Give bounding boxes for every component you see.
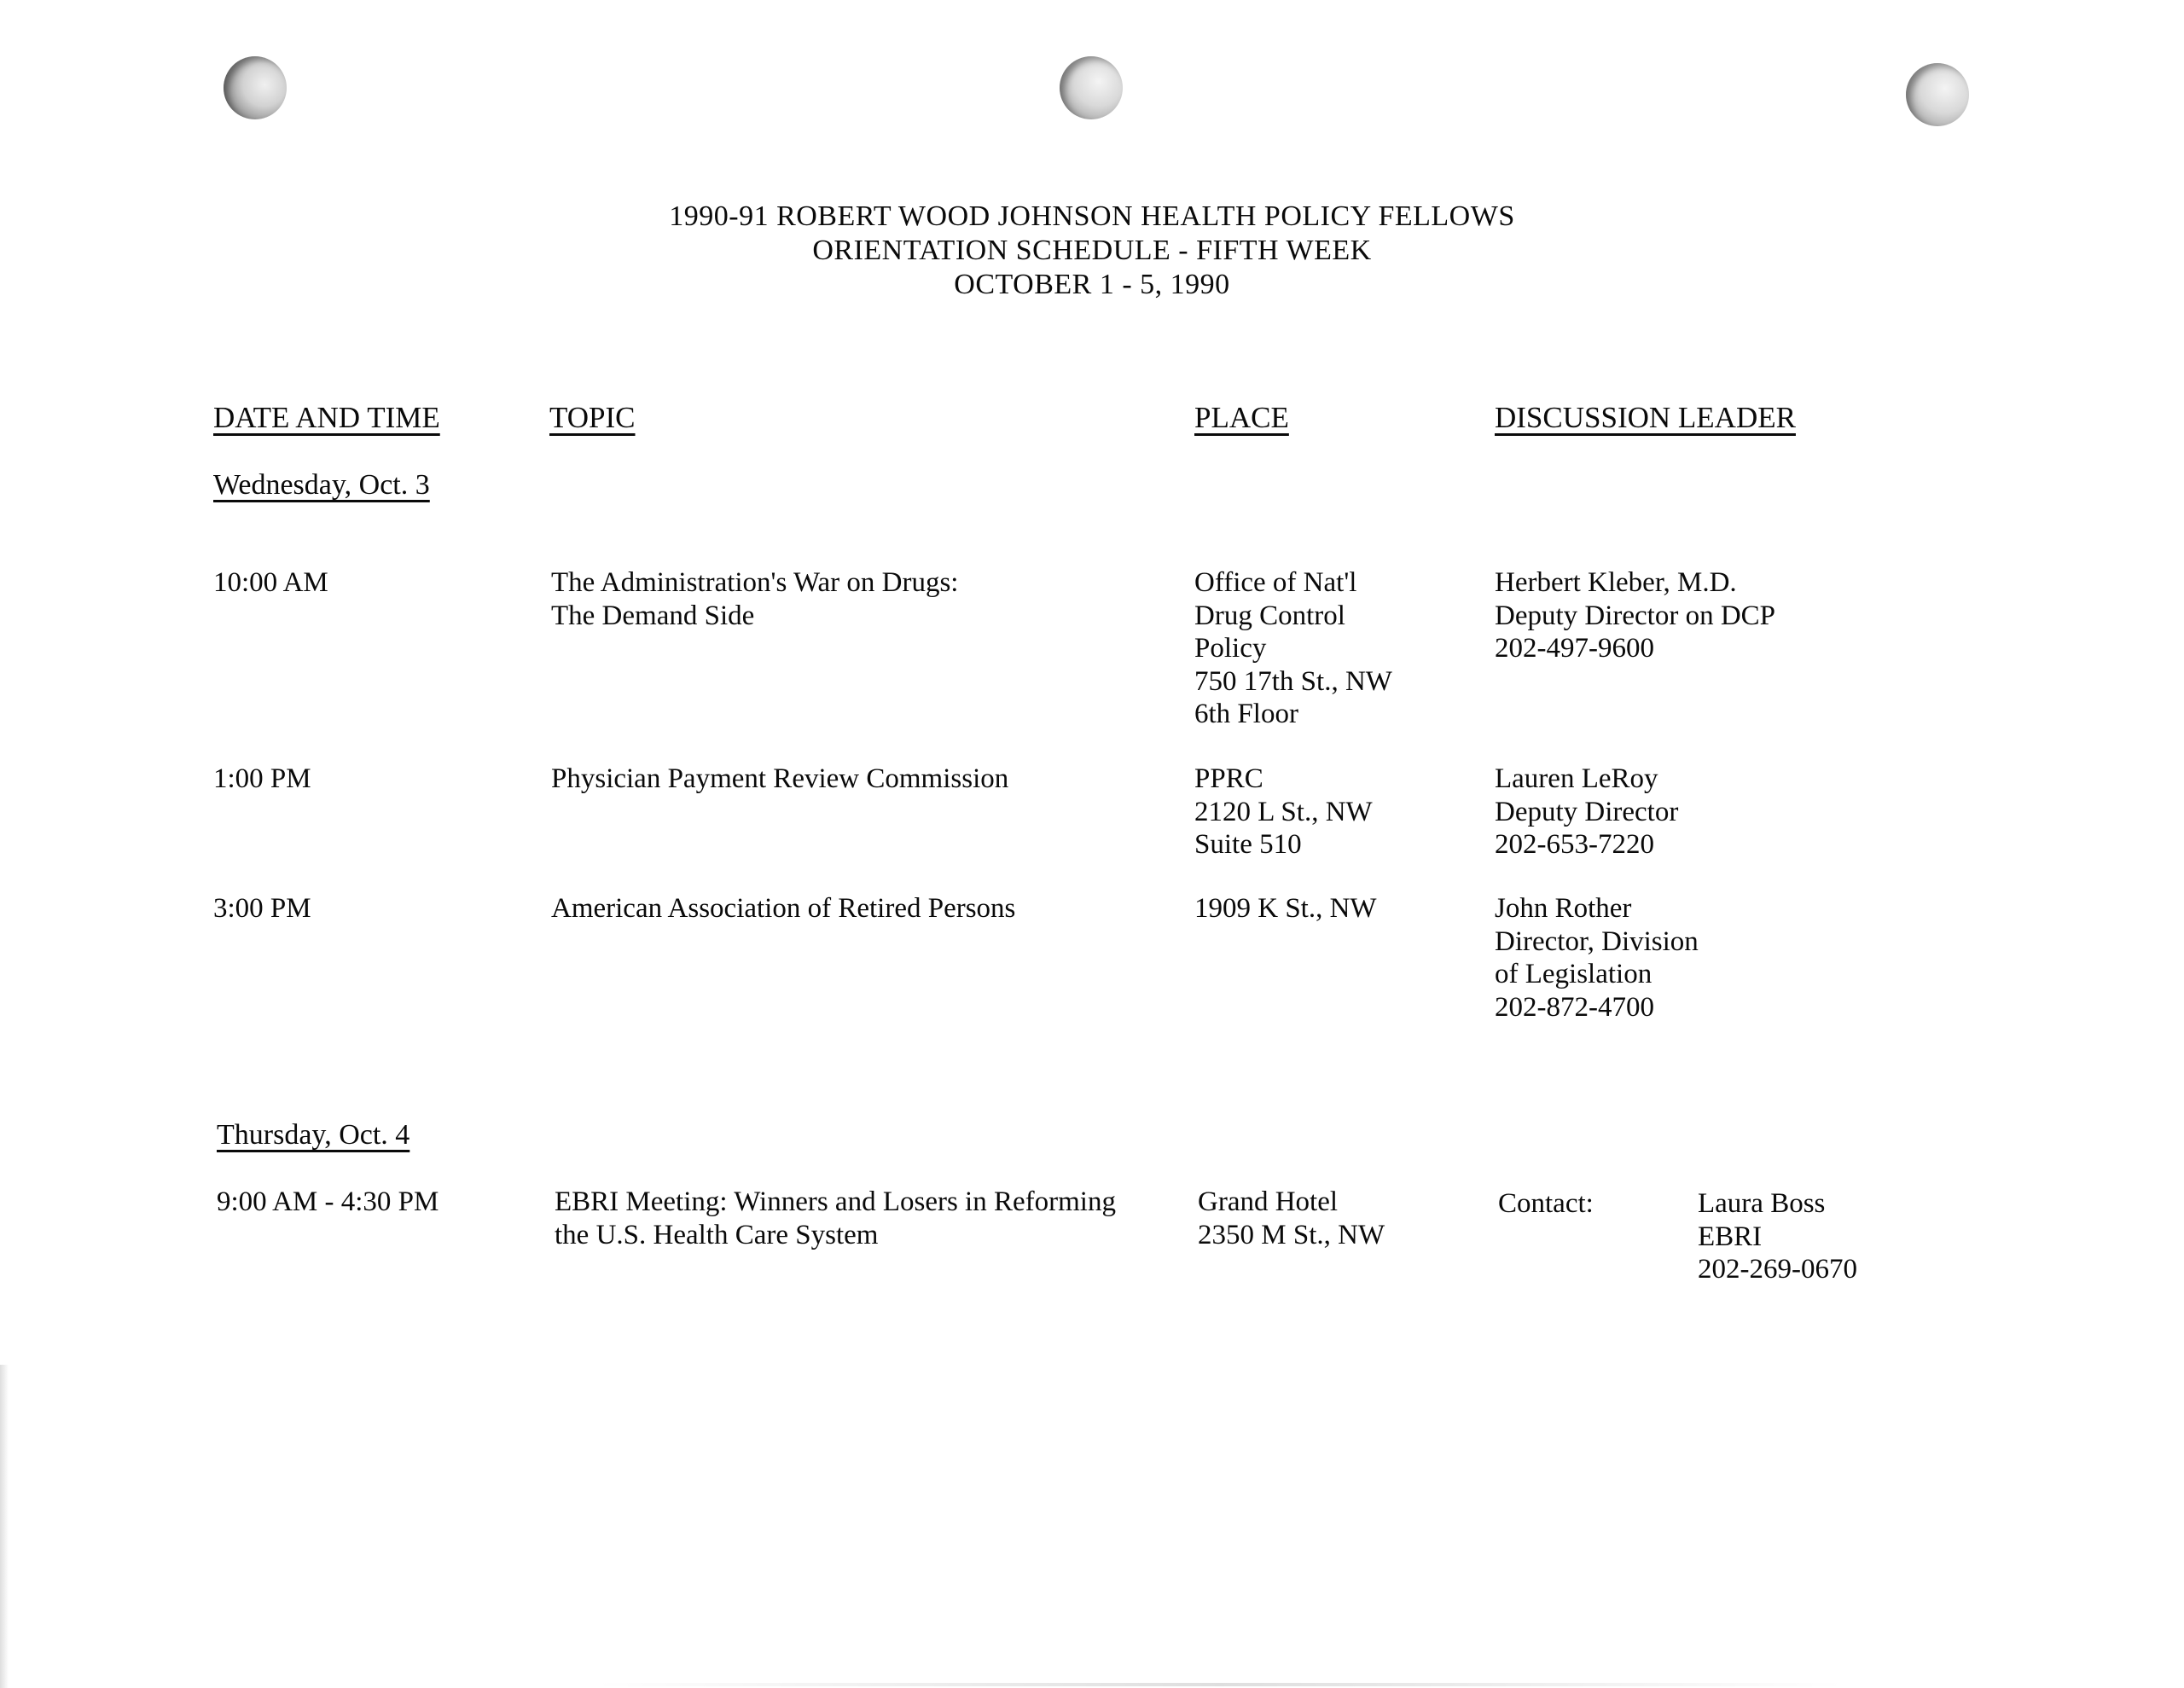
session-place (1194, 566, 1392, 731)
leader-line: John Rother (1495, 893, 1632, 924)
session-place (1198, 1186, 1385, 1251)
session-topic (551, 892, 1015, 925)
place-line: Policy (1194, 633, 1267, 664)
scan-edge-shadow (0, 1365, 9, 1688)
scan-bottom-edge (597, 1683, 1843, 1686)
session-leader (1698, 1187, 1857, 1286)
topic-line: American Association of Retired Persons (551, 893, 1016, 924)
session-leader (1495, 892, 1699, 1024)
session-place (1194, 763, 1373, 861)
session-time: 9:00 AM - 4:30 PM (217, 1186, 439, 1217)
topic-line: the U.S. Health Care System (555, 1219, 879, 1250)
column-heading-date-time: DATE AND TIME (213, 401, 440, 434)
session-place (1194, 892, 1377, 925)
column-heading-place: PLACE (1194, 401, 1289, 434)
place-line: 2350 M St., NW (1198, 1219, 1385, 1250)
topic-line: The Administration's War on Drugs: (551, 567, 959, 598)
punch-hole (1906, 63, 1969, 126)
column-heading-discussion-leader: DISCUSSION LEADER (1495, 401, 1796, 434)
title-line-3: OCTOBER 1 - 5, 1990 (954, 269, 1230, 300)
session-leader (1495, 566, 1775, 665)
session-time: 1:00 PM (213, 763, 311, 794)
title-line-1: 1990-91 ROBERT WOOD JOHNSON HEALTH POLICY FELLOWS (669, 200, 1515, 232)
leader-line: Deputy Director on DCP (1495, 600, 1776, 631)
topic-line: The Demand Side (551, 600, 755, 631)
place-line: Grand Hotel (1198, 1186, 1339, 1217)
place-line: Suite 510 (1194, 829, 1302, 860)
place-line: Office of Nat'l (1194, 567, 1357, 598)
session-topic (551, 763, 1008, 796)
place-line: 750 17th St., NW (1194, 665, 1392, 697)
punch-hole (1060, 56, 1123, 119)
leader-line: 202-872-4700 (1495, 991, 1654, 1023)
session-time: 3:00 PM (213, 893, 311, 924)
leader-line: of Legislation (1495, 959, 1653, 989)
day-label-thursday: Thursday, Oct. 4 (217, 1119, 410, 1151)
topic-line: EBRI Meeting: Winners and Losers in Reforming (555, 1186, 1116, 1217)
leader-line: EBRI (1698, 1221, 1763, 1252)
leader-line: 202-497-9600 (1495, 633, 1654, 664)
leader-line: Lauren LeRoy (1495, 763, 1658, 794)
session-topic (551, 566, 958, 632)
place-line: 2120 L St., NW (1194, 796, 1373, 827)
column-heading-topic: TOPIC (549, 401, 636, 434)
leader-line: Laura Boss (1698, 1188, 1826, 1219)
session-topic (555, 1186, 1116, 1251)
leader-line: 202-653-7220 (1495, 829, 1654, 860)
session-leader (1495, 763, 1678, 861)
leader-line: Director, Division (1495, 925, 1699, 957)
document-title (0, 200, 2184, 302)
leader-line: Herbert Kleber, M.D. (1495, 567, 1737, 598)
place-line: 6th Floor (1194, 699, 1298, 729)
contact-label: Contact: (1498, 1188, 1594, 1219)
place-line: Drug Control (1194, 600, 1345, 631)
punch-hole (224, 56, 287, 119)
leader-line: 202-269-0670 (1698, 1254, 1857, 1285)
session-time: 10:00 AM (213, 567, 328, 598)
leader-line: Deputy Director (1495, 796, 1679, 827)
place-line: PPRC (1194, 763, 1263, 794)
day-label-wednesday: Wednesday, Oct. 3 (213, 469, 430, 501)
title-line-2: ORIENTATION SCHEDULE - FIFTH WEEK (812, 235, 1372, 266)
topic-line: Physician Payment Review Commission (551, 763, 1009, 794)
place-line: 1909 K St., NW (1194, 893, 1377, 924)
